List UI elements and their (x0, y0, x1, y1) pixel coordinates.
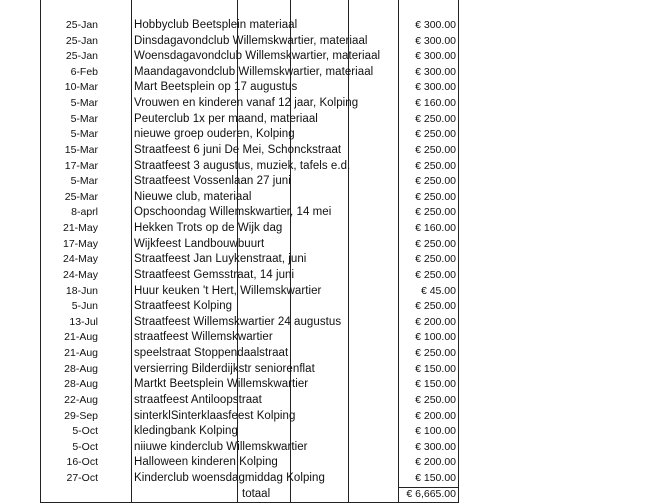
description-cell: Martkt Beetsplein Willemskwartier (134, 378, 309, 391)
amount-cell: € 250.00 (415, 112, 456, 125)
description-cell: niiuwe kinderclub Willemskwartier (134, 440, 308, 453)
date-cell: 22-Aug (64, 393, 98, 406)
description-cell: Peuterclub 1x per maand, materiaal (134, 112, 318, 125)
description-cell: Straatfeest Willemskwartier 24 augustus (134, 315, 342, 328)
description-cell: Halloween kinderen Kolping (134, 456, 278, 469)
table-row (0, 112, 470, 128)
amount-cell: € 250.00 (415, 206, 456, 219)
date-cell: 21-May (62, 222, 98, 235)
date-cell: 5-Jun (71, 300, 98, 313)
date-cell: 8-aprl (71, 206, 98, 219)
table-row (0, 299, 470, 315)
date-cell: 18-Jun (65, 284, 98, 297)
table-row (0, 18, 470, 34)
date-cell: 5-Oct (72, 425, 98, 438)
table-row (0, 424, 470, 440)
description-cell: Straatfeest Kolping (134, 300, 233, 313)
description-cell: kledingbank Kolping (134, 425, 238, 438)
date-cell: 6-Feb (70, 65, 98, 78)
table-row (0, 80, 470, 96)
date-cell: 24-May (62, 268, 98, 281)
amount-cell: € 200.00 (415, 456, 456, 469)
table-row (0, 268, 470, 284)
description-cell: Wijkfeest Landbouwbuurt (134, 237, 265, 250)
amount-cell: € 300.00 (415, 65, 456, 78)
description-cell: Maandagavondclub Willemskwartier, materiaal (134, 65, 374, 78)
total-label: totaal (242, 487, 271, 500)
table-row (0, 65, 470, 81)
date-cell: 16-Oct (66, 456, 98, 469)
table-row (0, 96, 470, 112)
date-cell: 21-Aug (64, 347, 98, 360)
amount-cell: € 250.00 (415, 347, 456, 360)
table-row (0, 49, 470, 65)
table-row (0, 205, 470, 221)
table-row (0, 393, 470, 409)
table-row (0, 377, 470, 393)
amount-cell: € 250.00 (415, 393, 456, 406)
date-cell: 17-Mar (64, 159, 98, 172)
amount-cell: € 250.00 (415, 175, 456, 188)
date-cell: 15-Mar (64, 143, 98, 156)
amount-cell: € 250.00 (415, 128, 456, 141)
description-cell: Woensdagavondclub Willemskwartier, materiaal (134, 50, 381, 63)
description-cell: Huur keuken 't Hert, Willemskwartier (134, 284, 322, 297)
amount-cell: € 150.00 (415, 471, 456, 484)
table-row (0, 143, 470, 159)
date-cell: 28-Aug (64, 362, 98, 375)
amount-cell: € 100.00 (415, 331, 456, 344)
description-cell: Vrouwen en kinderen vanaf 12 jaar, Kolping (134, 97, 359, 110)
description-cell: Straatfeest Gemsstraat, 14 juni (134, 268, 295, 281)
date-cell: 21-Aug (64, 331, 98, 344)
table-row (0, 346, 470, 362)
amount-cell: € 100.00 (415, 425, 456, 438)
description-cell: Hobbyclub Beetsplein materiaal (134, 19, 298, 31)
date-cell: 5-Oct (72, 440, 98, 453)
table-row (0, 315, 470, 331)
description-cell: speelstraat Stoppendaalstraat (134, 347, 289, 360)
table-row (0, 252, 470, 268)
table-row (0, 237, 470, 253)
table-row (0, 34, 470, 50)
description-cell: Straatfeest 3 augustus, muziek, tafels e.d. (134, 159, 351, 172)
table-row (0, 190, 470, 206)
description-cell: straatfeest Antiloopstraat (134, 393, 262, 406)
date-cell: 24-May (62, 253, 98, 266)
description-cell: nieuwe groep ouderen, Kolping (134, 128, 295, 141)
date-cell: 5-Mar (70, 128, 98, 141)
table-row (0, 159, 470, 175)
amount-cell: € 300.00 (415, 440, 456, 453)
description-cell: Opschoondag Willemskwartier, 14 mei (134, 206, 332, 219)
description-cell: Mart Beetsplein op 17 augustus (134, 81, 298, 94)
amount-cell: € 45.00 (420, 284, 456, 297)
date-cell: 25-Jan (65, 50, 98, 63)
table-row (0, 362, 470, 378)
amount-cell: € 250.00 (415, 253, 456, 266)
description-cell: versierring Bilderdijkstr seniorenflat (134, 362, 315, 375)
date-cell: 25-Jan (65, 34, 98, 47)
amount-cell: € 300.00 (415, 34, 456, 47)
description-cell: Hekken Trots op de Wijk dag (134, 222, 283, 235)
table-row (0, 127, 470, 143)
description-cell: straatfeest Willemskwartier (134, 331, 273, 344)
amount-cell: € 160.00 (415, 222, 456, 235)
description-cell: Nieuwe club, materiaal (134, 190, 252, 203)
date-cell: 28-Aug (64, 378, 98, 391)
amount-cell: € 250.00 (415, 190, 456, 203)
date-cell: 25-Mar (64, 190, 98, 203)
amount-cell: € 250.00 (415, 268, 456, 281)
amount-cell: € 250.00 (415, 159, 456, 172)
table-row (0, 284, 470, 300)
amount-cell: € 160.00 (415, 97, 456, 110)
total-row (0, 487, 470, 503)
amount-cell: € 200.00 (415, 409, 456, 422)
description-cell: Straatfeest 6 juni De Mei, Schonckstraat (134, 143, 342, 156)
table-row (0, 221, 470, 237)
description-cell: Straatfeest Jan Luykenstraat, juni (134, 253, 307, 266)
description-cell: sinterklSinterklaasfeest Kolping (134, 409, 296, 422)
date-cell: 27-Oct (66, 471, 98, 484)
amount-cell: € 150.00 (415, 362, 456, 375)
amount-cell: € 150.00 (415, 378, 456, 391)
amount-cell: € 300.00 (415, 19, 456, 31)
date-cell: 10-Mar (64, 81, 98, 94)
date-cell: 29-Sep (64, 409, 98, 422)
total-amount: € 6,665.00 (406, 487, 456, 500)
date-cell: 13-Jul (69, 315, 98, 328)
description-cell: Kinderclub woensdagmiddag Kolping (134, 471, 325, 484)
date-cell: 5-Mar (70, 112, 98, 125)
date-cell: 5-Mar (70, 175, 98, 188)
amount-cell: € 300.00 (415, 50, 456, 63)
amount-cell: € 250.00 (415, 237, 456, 250)
table-row (0, 330, 470, 346)
date-cell: 5-Mar (70, 97, 98, 110)
date-cell: 17-May (62, 237, 98, 250)
table-row (0, 409, 470, 425)
description-cell: Straatfeest Vossenlaan 27 juni (134, 175, 291, 188)
table-row (0, 440, 470, 456)
table-row (0, 174, 470, 190)
amount-cell: € 250.00 (415, 300, 456, 313)
table-row (0, 471, 470, 487)
amount-cell: € 300.00 (415, 81, 456, 94)
table-row (0, 455, 470, 471)
date-cell: 25-Jan (65, 19, 98, 31)
description-cell: Dinsdagavondclub Willemskwartier, materiaal (134, 34, 368, 47)
amount-cell: € 200.00 (415, 315, 456, 328)
amount-cell: € 250.00 (415, 143, 456, 156)
